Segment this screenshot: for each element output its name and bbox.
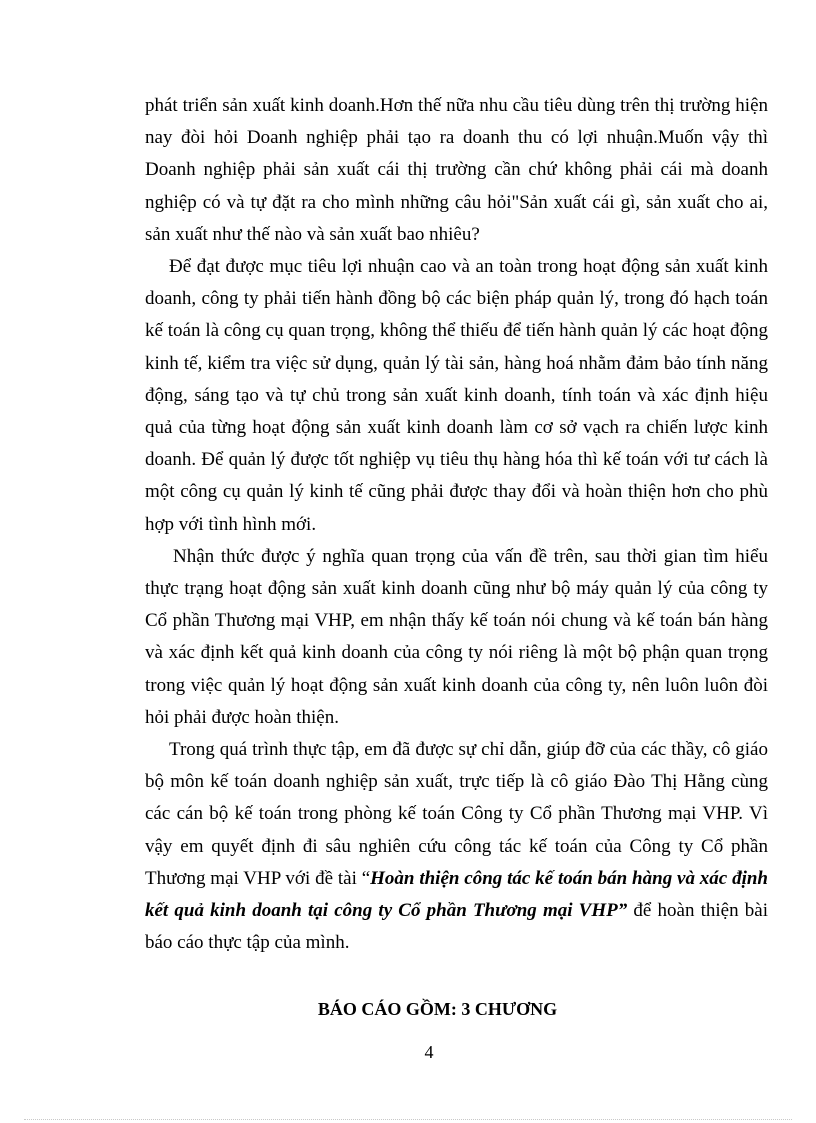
thesis-title: Hoàn thiện công tác kế toán bán hàng và xác định kết quả kinh doanh tại công ty Cổ phần Thương mại VHP” — [145, 867, 768, 922]
body-text — [145, 90, 768, 959]
paragraph-1: phát triển sản xuất kinh doanh.Hơn thế nữa nhu cầu tiêu dùng trên thị trường hiện nay đòi hỏi Doanh nghiệp phải tạo ra doanh thu có lợi nhuận.Muốn vậy thì Doanh nghiệp phải sản xuất cái thị trường cần chứ không phải cái mà doanh nghiệp có và tự đặt ra cho mình những câu hỏi"Sản xuất cái gì, sản xuất cho ai, sản xuất như thế nào và sản xuất bao nhiêu? — [145, 95, 768, 245]
paragraph-4-tail: để hoàn thiện bài báo cáo thực tập của mình. — [145, 900, 768, 954]
paragraph-4-lead: Trong quá trình thực tập, em đã được sự chỉ dẫn, giúp đỡ của các thầy, cô giáo bộ môn kế toán doanh nghiệp sản xuất, trực tiếp là cô giáo Đào Thị Hằng cùng các cán bộ kế toán trong phòng kế toán Công ty Cổ phần Thương mại VHP. Vì vậy em quyết định đi sâu nghiên cứu công tác kế toán của Công ty Cổ phần Thương mại VHP với đề tài “ — [145, 739, 768, 889]
paragraph-3: Nhận thức được ý nghĩa quan trọng của vấn đề trên, sau thời gian tìm hiểu thực trạng hoạt động sản xuất kinh doanh cũng như bộ máy quản lý của công ty Cổ phần Thương mại VHP, em nhận thấy kế toán nói chung và kế toán bán hàng và xác định kết quả kinh doanh của công ty nói riêng là một bộ phận quan trọng trong việc quản lý hoạt động sản xuất kinh doanh của công ty, nên luôn luôn đòi hỏi phải được hoàn thiện. — [145, 545, 768, 728]
report-structure-heading: BÁO CÁO GỒM: 3 CHƯƠNG — [317, 999, 558, 1019]
paragraph-4 — [145, 734, 768, 959]
page-number: 4 — [424, 1042, 434, 1062]
page-bottom-divider — [24, 1119, 792, 1120]
paragraph-2: Để đạt được mục tiêu lợi nhuận cao và an toàn trong hoạt động sản xuất kinh doanh, công ty phải tiến hành đồng bộ các biện pháp quản lý, trong đó hạch toán kế toán là công cụ quan trọng, không thể thiếu để tiến hành quản lý các hoạt động kinh tế, kiểm tra việc sử dụng, quản lý tài sản, hàng hoá nhằm đảm bảo tính năng động, sáng tạo và tự chủ trong sản xuất kinh doanh, tính toán và xác định hiệu quả của từng hoạt động sản xuất kinh doanh làm cơ sở vạch ra chiến lược kinh doanh. Để quản lý được tốt nghiệp vụ tiêu thụ hàng hóa thì kế toán với tư cách là một công cụ quản lý kinh tế cũng phải được thay đổi và hoàn thiện hơn cho phù hợp với tình hình mới. — [145, 256, 768, 535]
